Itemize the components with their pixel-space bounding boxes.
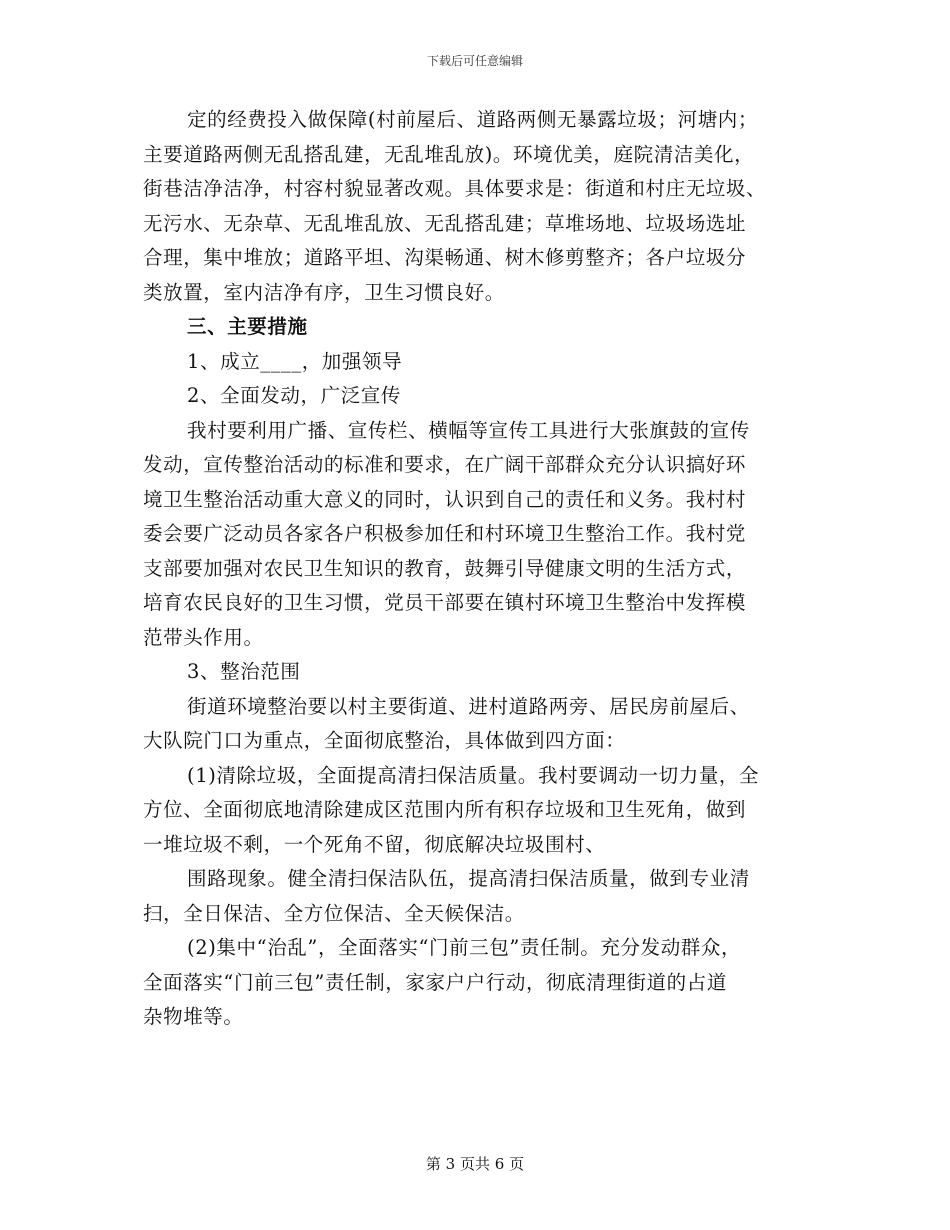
paragraph-line: 合理，集中堆放；道路平坦、沟渠畅通、树木修剪整齐；各户垃圾分 xyxy=(143,246,747,269)
paragraph-line: 发动，宣传整治活动的标准和要求，在广阔干部群众充分认识搞好环 xyxy=(143,453,747,476)
paragraph-line: 扫，全日保洁、全方位保洁、全天候保洁。 xyxy=(143,901,525,925)
paragraph-line: 大队院门口为重点，全面彻底整治，具体做到四方面： xyxy=(143,729,626,752)
paragraph-line: 3、整治范围 xyxy=(187,660,301,683)
paragraph-line: 1、成立____，加强领导 xyxy=(187,349,403,373)
paragraph-line: 围路现象。健全清扫保洁队伍，提高清扫保洁质量，做到专业清 xyxy=(187,867,750,890)
paragraph-line: (2)集中“治乱”，全面落实“门前三包”责任制。充分发动群众， xyxy=(187,936,742,959)
paragraph-line: 培育农民良好的卫生习惯，党员干部要在镇村环境卫生整治中发挥模 xyxy=(143,591,747,614)
paragraph-line: 无污水、无杂草、无乱堆乱放、无乱搭乱建；草堆场地、垃圾场选址 xyxy=(143,211,747,235)
paragraph-line: 类放置，室内洁净有序，卫生习惯良好。 xyxy=(143,280,505,304)
section-heading: 三、主要措施 xyxy=(187,315,308,338)
paragraph-line: 杂物堆等。 xyxy=(143,1005,244,1028)
paragraph-line: 街道环境整治要以村主要街道、进村道路两旁、居民房前屋后、 xyxy=(187,694,750,718)
paragraph-line: 方位、全面彻底地清除建成区范围内所有积存垃圾和卫生死角，做到 xyxy=(143,798,747,821)
paragraph-line: 主要道路两侧无乱搭乱建，无乱堆乱放)。环境优美，庭院清洁美化， xyxy=(143,142,755,166)
paragraph-line: 街巷洁净洁净，村容村貌显著改观。具体要求是：街道和村庄无垃圾、 xyxy=(143,177,767,200)
page-header-note: 下载后可任意编辑 xyxy=(426,54,523,68)
paragraph-line: 全面落实“门前三包”责任制，家家户户行动，彻底清理街道的占道 xyxy=(143,970,727,994)
document-body xyxy=(143,103,823,1035)
paragraph-line: 支部要加强对农民卫生知识的教育，鼓舞引导健康文明的生活方式， xyxy=(143,556,747,580)
paragraph-line: 一堆垃圾不剩，一个死角不留，彻底解决垃圾围村、 xyxy=(143,832,606,856)
paragraph-line: 境卫生整治活动重大意义的同时，认识到自己的责任和义务。我村村 xyxy=(143,487,747,511)
paragraph-line: 范带头作用。 xyxy=(143,625,264,649)
page-number: 第 3 页共 6 页 xyxy=(425,1155,525,1173)
paragraph-line: (1)清除垃圾，全面提高清扫保洁质量。我村要调动一切力量，全 xyxy=(187,763,760,787)
paragraph-line: 2、全面发动，广泛宣传 xyxy=(187,384,402,407)
paragraph-line: 定的经费投入做保障(村前屋后、道路两侧无暴露垃圾；河塘内； xyxy=(187,108,759,131)
paragraph-line: 我村要利用广播、宣传栏、横幅等宣传工具进行大张旗鼓的宣传 xyxy=(187,418,750,442)
paragraph-line: 委会要广泛动员各家各户积极参加任和村环境卫生整治工作。我村党 xyxy=(143,522,747,545)
